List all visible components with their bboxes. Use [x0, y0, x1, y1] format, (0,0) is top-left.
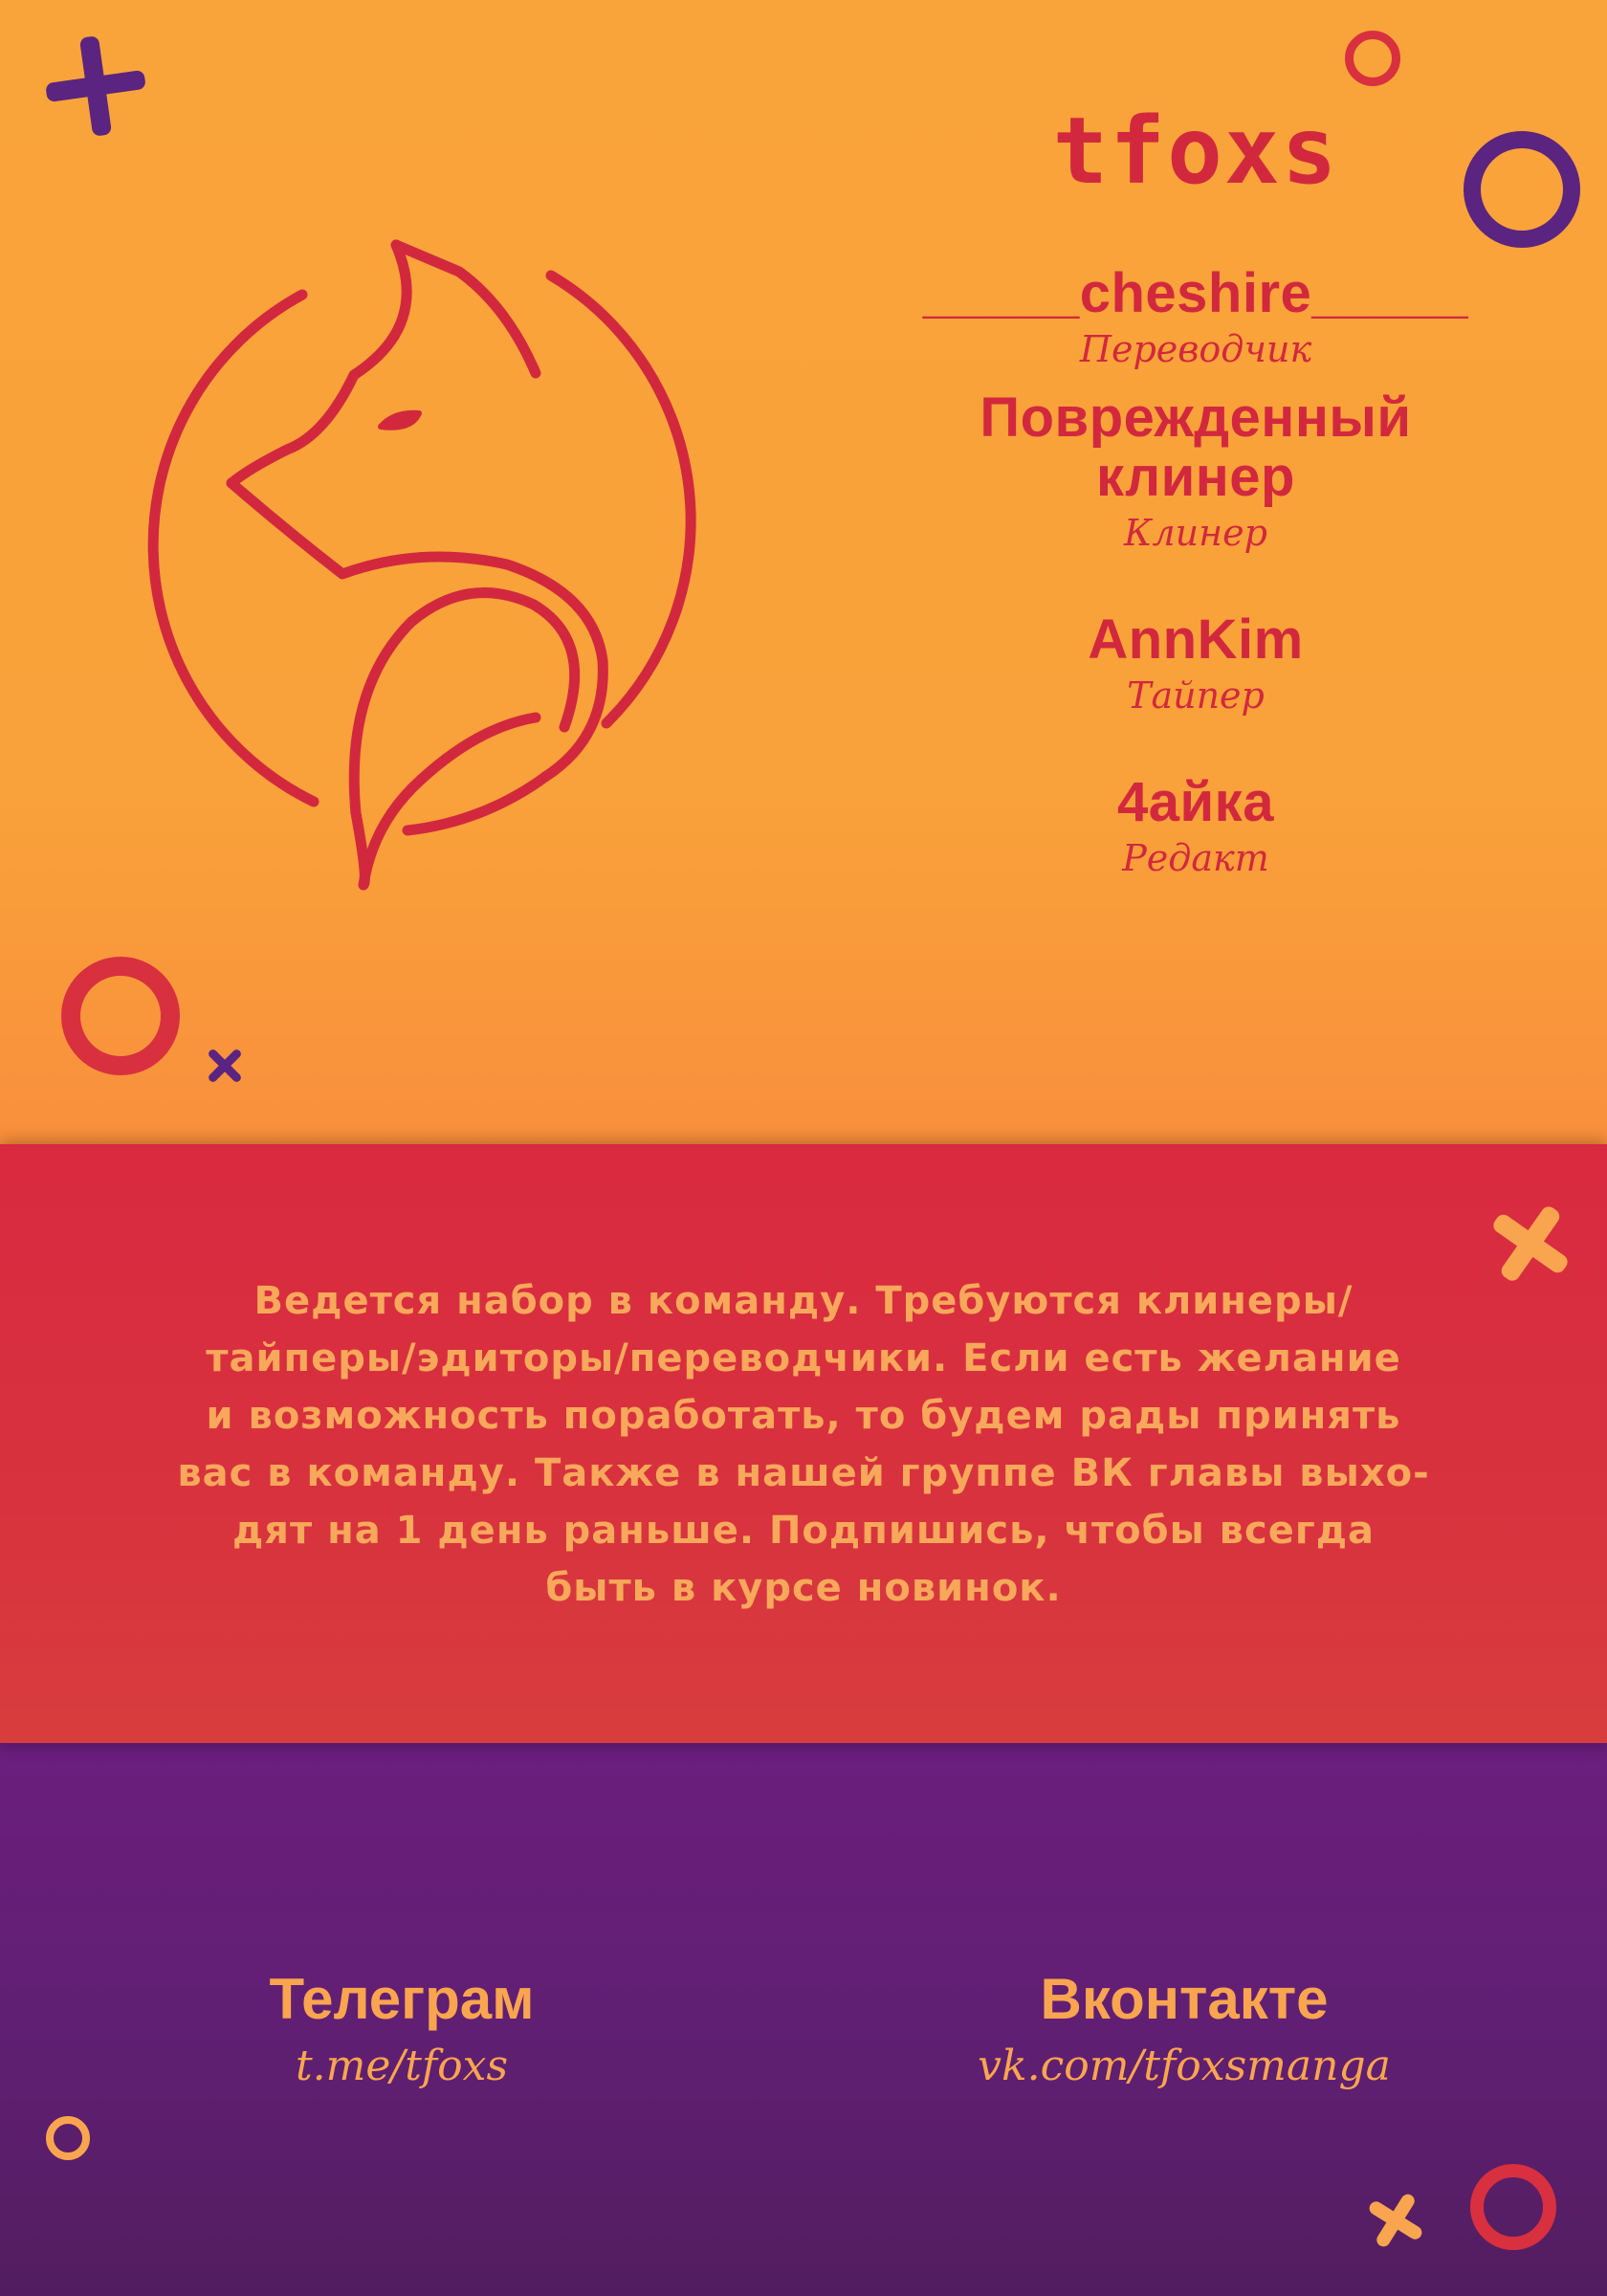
- telegram-link[interactable]: t.me/tfoxs: [295, 2042, 509, 2090]
- announcement-line: вас в команду. Также в нашей группе ВК главы выхо-: [177, 1451, 1430, 1495]
- credit-role: Редакт: [1122, 837, 1269, 879]
- credit-cleaner: [842, 388, 1550, 557]
- credit-name: 4айка: [1117, 771, 1274, 833]
- telegram-block: [67, 1961, 737, 2095]
- credit-role: Переводчик: [1079, 328, 1312, 370]
- fox-head-in-circle-icon: [143, 230, 756, 899]
- vk-link[interactable]: vk.com/tfoxsmanga: [978, 2042, 1391, 2090]
- credits-block: [842, 98, 1550, 920]
- announcement-line: тайперы/эдиторы/переводчики. Если есть желание: [206, 1336, 1401, 1380]
- credit-role: Клинер: [1124, 512, 1267, 554]
- bottom-red-ring-decoration-icon: [1470, 2164, 1556, 2250]
- credit-translator: [842, 264, 1550, 373]
- recruitment-announcement: [143, 1272, 1464, 1617]
- orange-x-bottom-decoration-icon: [1364, 2189, 1427, 2252]
- credit-role: Тайпер: [1127, 674, 1265, 717]
- credit-name: Поврежденный клинер: [980, 386, 1412, 508]
- credit-name: _____cheshire_____: [922, 262, 1469, 324]
- credit-editor: [842, 773, 1550, 882]
- credit-typer: [842, 610, 1550, 719]
- small-red-ring-decoration-icon: [1345, 31, 1400, 86]
- team-name: tfoxs: [1052, 98, 1339, 205]
- small-orange-ring-decoration-icon: [46, 2116, 90, 2160]
- announcement-line: Ведется набор в команду. Требуются клинеры/: [253, 1279, 1354, 1323]
- vk-block: [849, 1961, 1519, 2095]
- announcement-line: и возможность поработать, то будем рады принять: [206, 1394, 1401, 1438]
- purple-plus-decoration-icon: [38, 29, 153, 144]
- credit-name: AnnKim: [1088, 608, 1304, 671]
- vk-title: Вконтакте: [1040, 1967, 1329, 2031]
- small-purple-x-decoration-icon: [205, 1046, 245, 1086]
- orange-x-decoration-icon: [1483, 1196, 1578, 1292]
- announcement-line: дят на 1 день раньше. Подпишись, чтобы всегда: [231, 1509, 1376, 1553]
- red-ring-decoration-icon: [61, 957, 180, 1075]
- telegram-title: Телеграм: [269, 1967, 535, 2031]
- announcement-line: быть в курсе новинок.: [545, 1566, 1062, 1610]
